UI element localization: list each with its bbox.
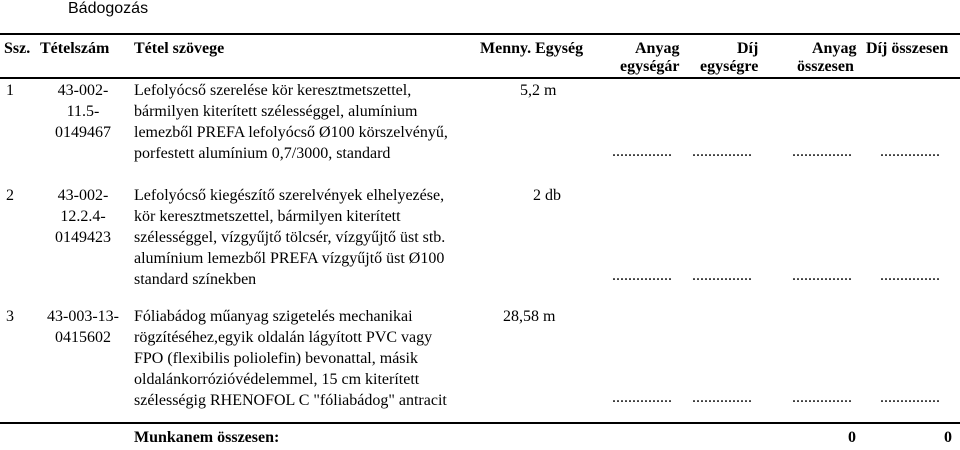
row-3-anyag-osszesen: ............... — [792, 389, 852, 406]
row-3-anyag-egysegar: ............... — [612, 389, 672, 406]
header-anyag-osszesen-1: Anyag — [812, 40, 857, 57]
footer-dij-total: 0 — [944, 429, 952, 446]
footer-label: Munkanem összesen: — [134, 429, 280, 446]
header-dij-egysegre-1: Díj — [737, 40, 759, 57]
row-3-tetelszam: 43-003-13- 0415602 — [47, 308, 119, 346]
row-1-quantity: 5,2 m — [520, 82, 557, 99]
row-3-quantity: 28,58 m — [503, 308, 556, 325]
row-3-ssz: 3 — [6, 308, 14, 325]
row-1-tetelszam: 43-002- 11.5- 0149467 — [55, 82, 111, 141]
row-2-anyag-egysegar: ............... — [612, 267, 672, 284]
header-anyag-egysegar-1: Anyag — [635, 40, 680, 57]
header-ssz: Ssz. — [4, 40, 31, 57]
footer-rule — [0, 422, 960, 424]
row-2-dij-egysegre: ............... — [692, 267, 752, 284]
header-anyag-egysegar-2: egységár — [620, 58, 680, 75]
row-1-anyag-osszesen: ............... — [792, 143, 852, 160]
header-anyag-osszesen-2: összesen — [797, 58, 854, 75]
row-3-dij-osszesen: ............... — [880, 389, 940, 406]
row-3-text: Fóliabádog műanyag szigetelés mechanikai rögzítéséhez,egyik oldalán lágyított PVC vagy FPO (flexibilis poliolefin) bevonattal, másik oldalánkorrózióvédelemmel, 15 cm kiterített szélességig RHENOFOL C "fóliabádog" antracit — [134, 308, 447, 409]
row-1-dij-egysegre: ............... — [692, 143, 752, 160]
row-2-anyag-osszesen: ............... — [792, 267, 852, 284]
row-1-anyag-egysegar: ............... — [612, 143, 672, 160]
header-dij-osszesen: Díj összesen — [866, 40, 949, 57]
row-2-dij-osszesen: ............... — [880, 267, 940, 284]
header-menny-egyseg: Menny. Egység — [480, 40, 584, 57]
header-top-rule — [0, 33, 960, 35]
header-tetelszam: Tételszám — [40, 40, 110, 57]
row-2-quantity: 2 db — [533, 187, 561, 204]
row-1-text: Lefolyócső szerelése kör keresztmetszettel, bármilyen kiterített szélességgel, alumínium lemezből PREFA lefolyócső Ø100 körszelvényű, porfestett alumínium 0,7/3000, standard — [134, 82, 448, 162]
header-tetel-szovege: Tétel szövege — [134, 40, 225, 57]
row-2-tetelszam: 43-002- 12.2.4- 0149423 — [55, 187, 111, 246]
row-3-dij-egysegre: ............... — [692, 389, 752, 406]
row-1-dij-osszesen: ............... — [880, 143, 940, 160]
row-2-ssz: 2 — [6, 187, 14, 204]
footer-anyag-total: 0 — [848, 429, 856, 446]
row-2-text: Lefolyócső kiegészítő szerelvények elhelyezése, kör keresztmetszettel, bármilyen kiterített szélességgel, vízgyűjtő tölcsér, vízgyűjtő üst stb. alumínium lemezből PREFA vízgyűjtő üst Ø100 standard színekben — [134, 187, 446, 288]
header-dij-egysegre-2: egységre — [700, 58, 759, 75]
header-bottom-rule — [0, 77, 960, 79]
row-1-ssz: 1 — [6, 82, 14, 99]
document-title: Bádogozás — [68, 0, 149, 17]
